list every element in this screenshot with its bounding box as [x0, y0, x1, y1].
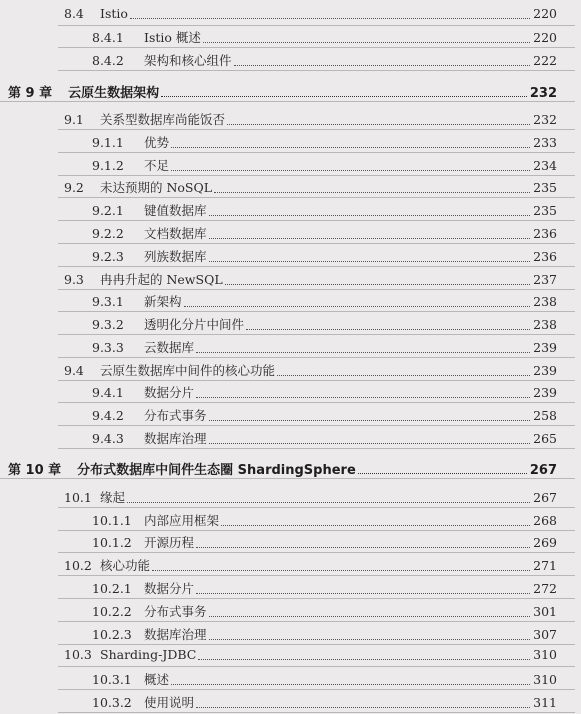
row-divider [58, 598, 575, 599]
row-divider [58, 25, 575, 26]
toc-entry-page-number: 220 [533, 30, 557, 45]
toc-subsection-entry[interactable] [92, 533, 557, 551]
row-divider [0, 101, 575, 102]
toc-entry-page-number: 272 [533, 581, 557, 596]
row-divider [58, 266, 575, 267]
dot-leader [209, 616, 531, 617]
toc-entry-number: 10.2 [64, 558, 92, 573]
row-divider [58, 70, 575, 71]
toc-entry-number: 9.1 [64, 112, 84, 127]
toc-entry-number: 9.1.1 [92, 135, 124, 150]
toc-section-entry[interactable] [64, 178, 557, 196]
row-divider [58, 448, 575, 449]
dot-leader [209, 443, 531, 444]
dot-leader [196, 397, 530, 398]
toc-entry-page-number: 239 [533, 385, 557, 400]
row-divider [58, 621, 575, 622]
toc-entry-title: 架构和核心组件 [144, 53, 232, 68]
toc-entry-page-number: 233 [533, 135, 557, 150]
row-divider [58, 334, 575, 335]
toc-section-entry[interactable] [64, 556, 557, 574]
dot-leader [209, 420, 531, 421]
toc-subsection-entry[interactable] [92, 201, 557, 219]
toc-subsection-entry[interactable] [92, 156, 557, 174]
toc-entry-title: 键值数据库 [144, 203, 207, 218]
toc-entry-number: 10.3 [64, 647, 92, 662]
row-divider [58, 507, 575, 508]
dot-leader [277, 375, 530, 376]
dot-leader [209, 261, 531, 262]
toc-entry-title: 透明化分片中间件 [144, 317, 245, 332]
toc-entry-title: 数据库治理 [144, 431, 207, 446]
toc-entry-page-number: 222 [533, 53, 557, 68]
toc-subsection-entry[interactable] [92, 224, 557, 242]
toc-entry-page-number: 310 [533, 672, 557, 687]
toc-entry-number: 8.4.1 [92, 30, 124, 45]
toc-entry-number: 10.1.1 [92, 513, 132, 528]
row-divider [58, 152, 575, 153]
row-divider [58, 357, 575, 358]
row-divider [58, 197, 575, 198]
toc-subsection-entry[interactable] [92, 579, 557, 597]
dot-leader [209, 639, 531, 640]
toc-entry-page-number: 236 [533, 226, 557, 241]
dot-leader [127, 502, 530, 503]
toc-entry-number: 9.4.2 [92, 408, 124, 423]
row-divider [58, 666, 575, 667]
toc-entry-page-number: 311 [533, 695, 557, 710]
toc-subsection-entry[interactable] [92, 338, 557, 356]
toc-entry-number: 10.1.2 [92, 535, 132, 550]
toc-subsection-entry[interactable] [92, 51, 557, 69]
toc-entry-page-number: 268 [533, 513, 557, 528]
toc-subsection-entry[interactable] [92, 247, 557, 265]
toc-entry-number: 10.2.2 [92, 604, 132, 619]
row-divider [58, 575, 575, 576]
toc-entry-number: 10.3.2 [92, 695, 132, 710]
toc-subsection-entry[interactable] [92, 602, 557, 620]
toc-entry-number: 9.3.3 [92, 340, 124, 355]
dot-leader [196, 593, 530, 594]
toc-entry-page-number: 267 [529, 463, 557, 478]
toc-entry-title: 云原生数据库中间件的核心功能 [100, 363, 276, 378]
dot-leader [214, 192, 530, 193]
toc-entry-page-number: 271 [533, 558, 557, 573]
toc-entry-page-number: 269 [533, 535, 557, 550]
dot-leader [358, 473, 527, 474]
toc-subsection-entry[interactable] [92, 292, 557, 310]
toc-entry-number: 9.3 [64, 272, 84, 287]
toc-entry-title: 新架构 [144, 294, 182, 309]
toc-entry-page-number: 239 [533, 340, 557, 355]
toc-entry-number: 9.2 [64, 180, 84, 195]
toc-entry-title: 数据库治理 [144, 627, 207, 642]
toc-entry-number: 9.2.2 [92, 226, 124, 241]
toc-chapter-entry[interactable] [8, 459, 557, 478]
toc-entry-number: 10.2.1 [92, 581, 132, 596]
dot-leader [221, 525, 530, 526]
toc-entry-title: 核心功能 [100, 558, 151, 573]
row-divider [0, 478, 575, 479]
row-divider [58, 530, 575, 531]
toc-entry-title: 分布式事务 [144, 408, 207, 423]
toc-entry-title: 概述 [144, 672, 170, 687]
dot-leader [196, 352, 530, 353]
toc-entry-title: 优势 [144, 135, 170, 150]
toc-entry-title: 分布式数据库中间件生态圈 ShardingSphere [77, 463, 356, 478]
toc-section-entry[interactable] [64, 270, 557, 288]
toc-entry-title: 冉冉升起的 NewSQL [100, 272, 223, 287]
toc-entry-title: 云数据库 [144, 340, 195, 355]
dot-leader [225, 284, 531, 285]
row-divider [58, 644, 575, 645]
toc-subsection-entry[interactable] [92, 383, 557, 401]
toc-entry-page-number: 267 [533, 490, 557, 505]
toc-entry-number: 10.3.1 [92, 672, 132, 687]
toc-section-entry[interactable] [64, 488, 557, 506]
toc-entry-page-number: 238 [533, 317, 557, 332]
toc-entry-title: 内部应用框架 [144, 513, 220, 528]
toc-entry-title: 缘起 [100, 490, 126, 505]
toc-entry-page-number: 265 [533, 431, 557, 446]
row-divider [58, 47, 575, 48]
toc-section-entry[interactable] [64, 110, 557, 128]
toc-entry-page-number: 234 [533, 158, 557, 173]
toc-entry-title: Istio [100, 6, 128, 21]
toc-entry-title: 数据分片 [144, 385, 195, 400]
row-divider [58, 689, 575, 690]
dot-leader [227, 124, 530, 125]
toc-subsection-entry[interactable] [92, 625, 557, 643]
toc-entry-title: Sharding-JDBC [100, 647, 197, 662]
toc-entry-title: 列族数据库 [144, 249, 207, 264]
toc-entry-title: 关系型数据库尚能饭否 [100, 112, 226, 127]
row-divider [58, 425, 575, 426]
toc-entry-page-number: 238 [533, 294, 557, 309]
toc-entry-number: 9.1.2 [92, 158, 124, 173]
row-divider [58, 243, 575, 244]
toc-entry-number: 9.2.1 [92, 203, 124, 218]
toc-entry-number: 第 10 章 [8, 463, 62, 478]
toc-entry-page-number: 307 [533, 627, 557, 642]
dot-leader [198, 659, 530, 660]
toc-entry-page-number: 220 [533, 6, 557, 21]
toc-entry-title: 分布式事务 [144, 604, 207, 619]
toc-entry-page-number: 235 [533, 180, 557, 195]
toc-entry-number: 9.4.1 [92, 385, 124, 400]
dot-leader [152, 570, 530, 571]
dot-leader [246, 329, 530, 330]
toc-entry-page-number: 237 [533, 272, 557, 287]
toc-entry-number: 8.4 [64, 6, 84, 21]
toc-entry-number: 9.2.3 [92, 249, 124, 264]
toc-entry-page-number: 301 [533, 604, 557, 619]
toc-subsection-entry[interactable] [92, 315, 557, 333]
toc-entry-page-number: 232 [533, 112, 557, 127]
toc-entry-number: 9.4.3 [92, 431, 124, 446]
toc-entry-page-number: 239 [533, 363, 557, 378]
dot-leader [161, 96, 527, 97]
toc-entry-number: 9.4 [64, 363, 84, 378]
dot-leader [234, 65, 531, 66]
toc-subsection-entry[interactable] [92, 28, 557, 46]
toc-entry-title: Istio 概述 [144, 30, 201, 45]
toc-section-entry[interactable] [64, 647, 557, 662]
row-divider [58, 129, 575, 130]
toc-entry-number: 9.3.1 [92, 294, 124, 309]
toc-chapter-entry[interactable] [8, 82, 557, 101]
toc-entry-number: 10.1 [64, 490, 92, 505]
dot-leader [184, 306, 531, 307]
toc-entry-page-number: 232 [529, 86, 557, 101]
dot-leader [209, 215, 531, 216]
dot-leader [130, 18, 530, 19]
dot-leader [203, 42, 530, 43]
toc-subsection-entry[interactable] [92, 670, 557, 688]
toc-entry-number: 10.2.3 [92, 627, 132, 642]
toc-entry-title: 数据分片 [144, 581, 195, 596]
toc-subsection-entry[interactable] [92, 133, 557, 151]
toc-subsection-entry[interactable] [92, 511, 557, 529]
toc-entry-number: 第 9 章 [8, 86, 53, 101]
dot-leader [196, 707, 530, 708]
toc-entry-number: 8.4.2 [92, 53, 124, 68]
toc-entry-title: 文档数据库 [144, 226, 207, 241]
toc-subsection-entry[interactable] [92, 406, 557, 424]
dot-leader [171, 147, 530, 148]
row-divider [58, 380, 575, 381]
dot-leader [209, 238, 531, 239]
toc-entry-page-number: 310 [533, 647, 557, 662]
toc-subsection-entry[interactable] [92, 429, 557, 447]
row-divider [58, 220, 575, 221]
row-divider [58, 402, 575, 403]
toc-subsection-entry[interactable] [92, 693, 557, 711]
row-divider [58, 175, 575, 176]
toc-section-entry[interactable] [64, 361, 557, 379]
toc-entry-title: 未达预期的 NoSQL [100, 180, 213, 195]
toc-entry-page-number: 258 [533, 408, 557, 423]
dot-leader [171, 684, 530, 685]
row-divider [58, 712, 575, 713]
row-divider [58, 552, 575, 553]
row-divider [58, 311, 575, 312]
toc-entry-title: 使用说明 [144, 695, 195, 710]
toc-entry-page-number: 235 [533, 203, 557, 218]
toc-entry-number: 9.3.2 [92, 317, 124, 332]
toc-entry-title: 云原生数据架构 [68, 86, 160, 101]
toc-entry-title: 开源历程 [144, 535, 195, 550]
dot-leader [171, 170, 530, 171]
toc-section-entry[interactable] [64, 6, 557, 21]
dot-leader [196, 547, 530, 548]
row-divider [58, 289, 575, 290]
toc-entry-page-number: 236 [533, 249, 557, 264]
toc-entry-title: 不足 [144, 158, 170, 173]
